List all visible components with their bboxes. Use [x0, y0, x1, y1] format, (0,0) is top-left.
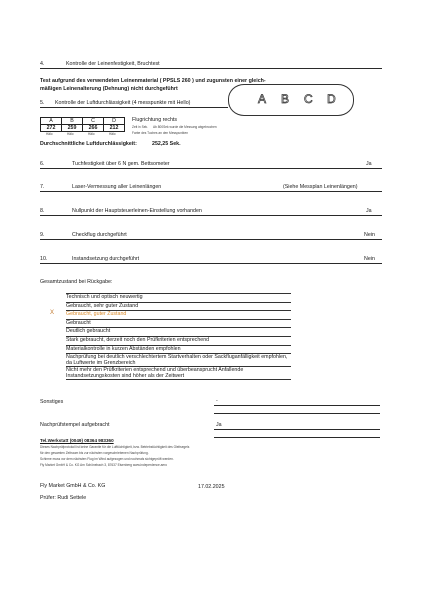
air-permeability-table — [40, 117, 125, 132]
section4-rule — [40, 68, 382, 69]
section4-title: Kontrolle der Leinenfestigkeit, Bruchtest — [66, 61, 160, 67]
check-7-result: (Siehe Messplan Leinenlängen) — [283, 184, 358, 190]
disclaimer-line-2: für den gesamten Zeitraum bis zur nächsten vorgeschriebenen Nachprüfung. — [40, 451, 149, 455]
condition-option: Stark gebraucht, derzeit noch den Prüfkriterien entsprechend — [66, 337, 291, 346]
note-line-1: Test aufgrund des verwendeten Leinenmaterial ( PPSLS 260 ) und zugunsten einer gleich- — [40, 78, 266, 84]
check-9-number: 9. — [40, 232, 45, 238]
check-7-label: Laser-Vermessung aller Leinenlängen — [72, 184, 162, 190]
table-header-b: B — [62, 118, 83, 125]
sonstiges-label: Sonstiges — [40, 399, 64, 405]
inspector-name: Prüfer: Rudi Settele — [40, 495, 87, 501]
stamp-line-1 — [214, 429, 380, 430]
table-header-d: D — [104, 118, 125, 125]
sublabel-b: Hälo — [67, 132, 74, 136]
disclaimer-line-3: Schirme muss vor dem nächsten Flug im Wind aufgezogen und nochmals sichtgeprüft werden. — [40, 457, 174, 461]
check-10-result: Nein — [364, 256, 375, 262]
letter-d: D — [327, 92, 336, 106]
section5-number: 5. — [40, 100, 45, 106]
letter-b: B — [281, 92, 290, 106]
letter-a: A — [258, 92, 267, 106]
sonstiges-line-1 — [214, 405, 380, 406]
check-10-rule — [40, 263, 382, 264]
check-9-rule — [40, 239, 382, 240]
check-8-number: 8. — [40, 208, 45, 214]
average-value: 252,25 Sek. — [152, 141, 181, 147]
sonstiges-line-2 — [214, 413, 380, 414]
section4-number: 4. — [40, 61, 45, 67]
condition-option: Deutlich gebraucht — [66, 328, 291, 337]
table-header-c: C — [83, 118, 104, 125]
sonstiges-value: - — [216, 398, 218, 404]
check-6-result: Ja — [366, 161, 372, 167]
check-6-label: Tuchfestigkeit über 6 N gem. Bettsometer — [72, 161, 170, 167]
selected-condition-mark: X — [50, 310, 55, 316]
condition-option: Technisch und optisch neuwertig — [66, 293, 291, 303]
time-note: Ab 800Sek wurde die Messung abgebrochen — [153, 125, 217, 129]
stamp-line-2 — [214, 437, 380, 438]
section5-rule — [40, 107, 228, 108]
check-9-label: Checkflug durchgeführt — [72, 232, 127, 238]
condition-options — [66, 293, 291, 380]
stamp-value: Ja — [216, 422, 222, 428]
check-8-rule — [40, 215, 382, 216]
check-6-rule — [40, 168, 382, 169]
sublabel-d: Hälo — [109, 132, 116, 136]
company-name: Fly Market GmbH & Co. KG — [40, 483, 106, 489]
check-6-number: 6. — [40, 161, 45, 167]
value-b: 259 — [62, 125, 83, 132]
value-d: 212 — [104, 125, 125, 132]
note-line-2: mäßigen Leinenalterung (Dehnung) nicht durchgeführt — [40, 86, 178, 92]
company-address: Fly Market GmbH & Co. KG Am Schönebach 3, 87637 Eisenberg www.indeperdence.aero — [40, 463, 168, 467]
check-9-result: Nein — [364, 232, 375, 238]
average-label: Durchschnittliche Luftdurchlässigkeit: — [40, 141, 137, 147]
condition-option: Materialkontrolle in kurzen Abständen empfohlen — [66, 346, 291, 355]
color-note: Farbe des Tuches an den Messpunkten — [132, 131, 188, 135]
flow-direction: Flugrichtung rechts — [132, 117, 178, 123]
overall-heading: Gesamtzustand bei Rückgabe: — [40, 279, 113, 285]
condition-option: Gebraucht, sehr guter Zustand — [66, 303, 291, 312]
stamp-label: Nachprüfstempel aufgebracht — [40, 422, 110, 428]
table-header-a: A — [41, 118, 62, 125]
check-10-number: 10. — [40, 256, 48, 262]
check-7-rule — [40, 191, 382, 192]
value-a: 272 — [41, 125, 62, 132]
check-8-label: Nullpunkt der Hauptsteuerleinen-Einstellung vorhanden — [72, 208, 202, 214]
check-10-label: Instandsetzung durchgeführt — [72, 256, 140, 262]
condition-option-selected: Gebraucht, guter Zustand — [66, 311, 291, 320]
check-8-result: Ja — [366, 208, 372, 214]
report-date: 17.02.2025 — [198, 484, 225, 490]
section5-title: Kontrolle der Luftdurchlässigkeit (4 messpunkte mit Hello) — [55, 100, 191, 106]
time-label: Zeit in Sek. — [132, 125, 148, 129]
letter-c: C — [304, 92, 313, 106]
sublabel-c: Hälo — [88, 132, 95, 136]
workshop-phone: Tel.Werkstatt (0049) 08364 983360 — [40, 438, 114, 443]
disclaimer-line-1: Dieses Nachprüfprotokoll ist keine Garantie für die Lufttüchtigkeit, bzw. Betriebstüchtigkeit des Gleitsegels — [40, 445, 190, 449]
sublabel-a: Hälo — [46, 132, 53, 136]
condition-option: Nachprüfung bei deutlich verschlechtertem Startverhalten oder Sackfluganfälligkeit empfohlen, da Luftwerte im Grenzbereich — [66, 354, 291, 367]
check-7-number: 7. — [40, 184, 45, 190]
condition-option: Nicht mehr den Prüfkriterien entsprechend und überbeansprucht Anfallende Instandsetzungskosten sind höher als der Zeitwert — [66, 367, 291, 380]
condition-option: Gebraucht — [66, 320, 291, 329]
value-c: 266 — [83, 125, 104, 132]
